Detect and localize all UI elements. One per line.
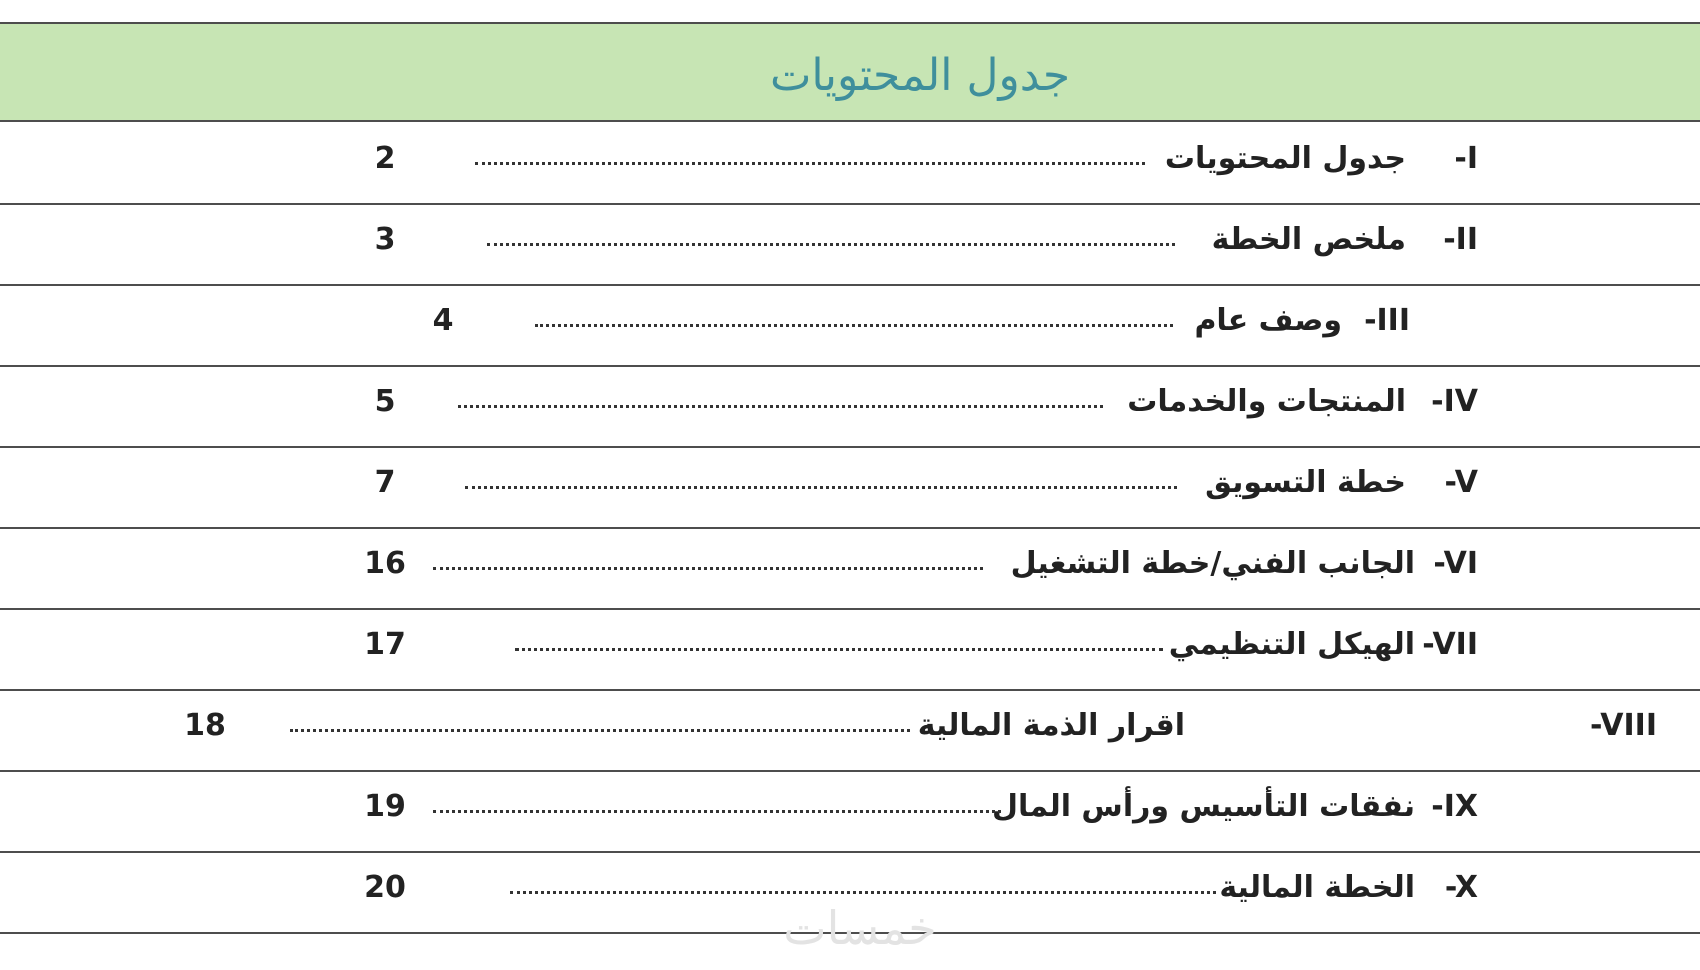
toc-entry-page: 20 xyxy=(364,870,406,905)
toc-entry-number: -VII xyxy=(1422,627,1478,662)
toc-entry-number: -IX xyxy=(1431,789,1478,824)
dot-leader xyxy=(433,567,983,570)
dot-leader xyxy=(510,891,1216,894)
dot-leader xyxy=(465,486,1177,489)
toc-entry-label: جدول المحتويات xyxy=(1164,141,1406,176)
toc-header xyxy=(0,22,1700,122)
watermark-logo: خمسات xyxy=(783,901,937,955)
toc-row xyxy=(0,367,1700,448)
toc-entry-number: -V xyxy=(1444,465,1478,500)
toc-entry-page: 5 xyxy=(374,384,396,419)
toc-entry-page: 18 xyxy=(184,708,226,743)
dot-leader xyxy=(487,243,1175,246)
toc-entry-page: 19 xyxy=(364,789,406,824)
toc-row xyxy=(0,610,1700,691)
toc-entry-label: خطة التسويق xyxy=(1205,465,1406,500)
toc-entry-number: -II xyxy=(1443,222,1478,257)
toc-entry-label: الهيكل التنظيمي xyxy=(1168,627,1415,662)
toc-entry-number: -III xyxy=(1364,303,1410,338)
toc-row xyxy=(0,772,1700,853)
dot-leader xyxy=(458,405,1103,408)
dot-leader xyxy=(515,648,1163,651)
toc-entry-label: اقرار الذمة المالية xyxy=(917,708,1185,743)
toc-entry-label: ملخص الخطة xyxy=(1211,222,1406,257)
toc-row xyxy=(0,448,1700,529)
page-title: جدول المحتويات xyxy=(769,50,1071,101)
toc-row xyxy=(0,124,1700,205)
toc-entry-label: وصف عام xyxy=(1194,303,1342,338)
dot-leader xyxy=(475,162,1145,165)
toc-entry-label: الخطة المالية xyxy=(1219,870,1415,905)
dot-leader xyxy=(433,810,1001,813)
toc-entry-label: نفقات التأسيس ورأس المال xyxy=(992,789,1415,824)
toc-entry-number: -X xyxy=(1444,870,1478,905)
toc-row xyxy=(0,286,1700,367)
toc-entry-page: 2 xyxy=(374,141,396,176)
toc-entry-label: الجانب الفني/خطة التشغيل xyxy=(1010,546,1415,581)
toc-entry-label: المنتجات والخدمات xyxy=(1127,384,1406,419)
toc-entry-page: 7 xyxy=(374,465,396,500)
dot-leader xyxy=(290,729,910,732)
toc-row xyxy=(0,205,1700,286)
toc-entry-number: -IV xyxy=(1431,384,1478,419)
toc-entry-page: 4 xyxy=(432,303,454,338)
toc-entry-page: 3 xyxy=(374,222,396,257)
toc-entry-number: -VIII xyxy=(1590,708,1657,743)
toc-entry-page: 17 xyxy=(364,627,406,662)
toc-entry-number: -I xyxy=(1454,141,1478,176)
toc-row xyxy=(0,529,1700,610)
toc-entry-number: -VI xyxy=(1433,546,1478,581)
dot-leader xyxy=(535,324,1173,327)
toc-entry-page: 16 xyxy=(364,546,406,581)
toc-row xyxy=(0,691,1700,772)
